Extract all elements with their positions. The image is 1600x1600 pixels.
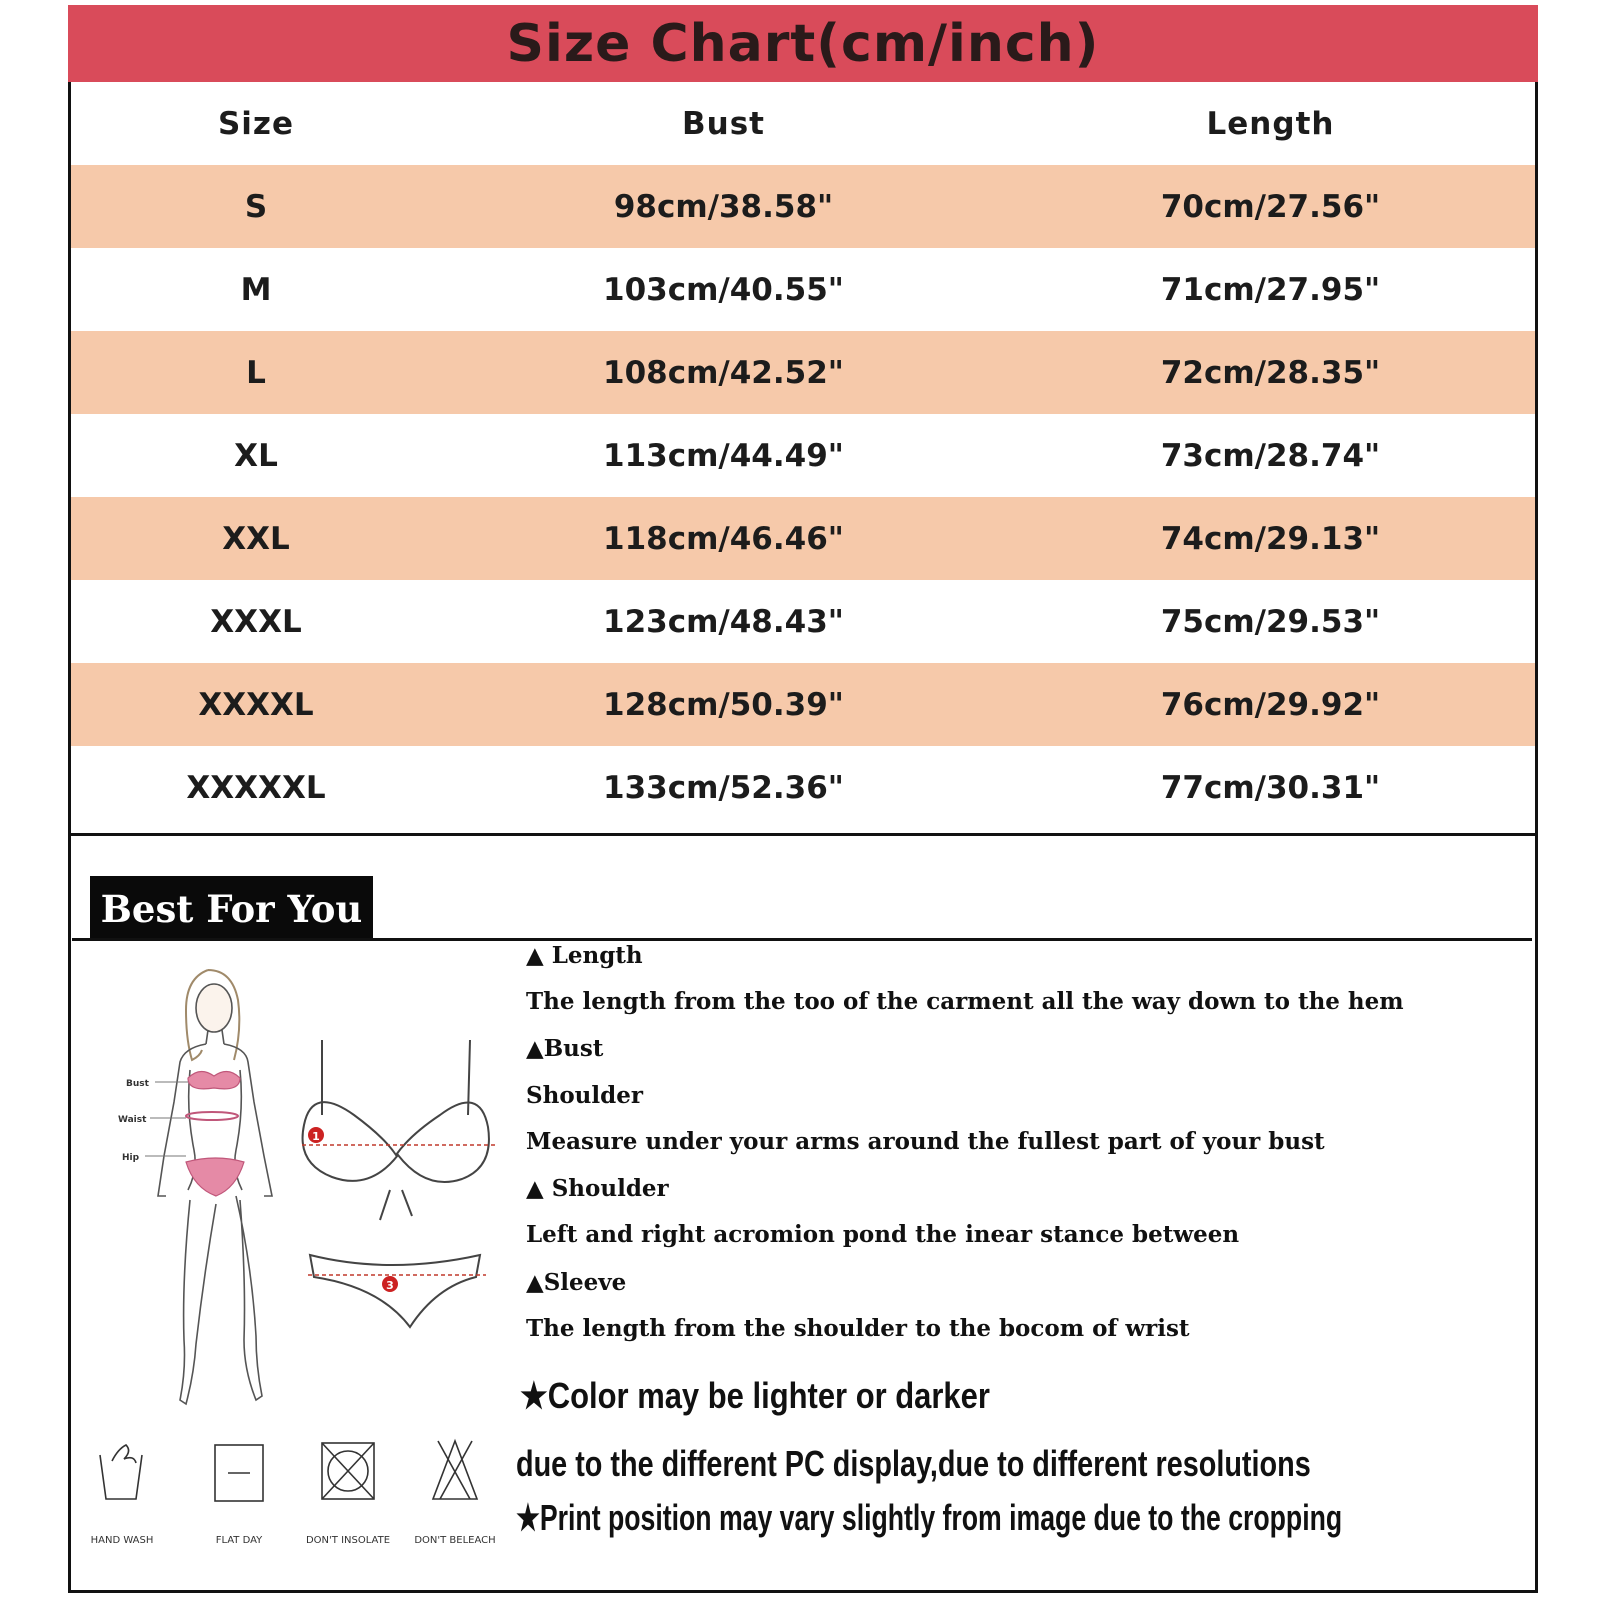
header-bust: Bust <box>682 105 765 142</box>
bra-outline <box>303 1040 489 1220</box>
waist-line <box>186 1112 238 1120</box>
bottom-outline <box>310 1255 480 1327</box>
size-cell: M <box>240 271 272 308</box>
length-cell: 75cm/29.53" <box>1160 603 1381 640</box>
note-bust-heading: ▲Bust <box>526 1035 604 1062</box>
note-sleeve-text: The length from the shoulder to the bocom of wrist <box>526 1315 1190 1342</box>
bust-cell: 118cm/46.46" <box>603 520 844 557</box>
bust-cell: 128cm/50.39" <box>603 686 844 723</box>
bust-cell: 103cm/40.55" <box>603 271 844 308</box>
best-for-you-badge <box>90 876 373 941</box>
note-shoulder-label: Shoulder <box>526 1082 643 1109</box>
size-cell: L <box>246 354 266 391</box>
size-cell: XXXXXL <box>186 769 326 806</box>
length-cell: 73cm/28.74" <box>1160 437 1381 474</box>
table-header-row <box>71 82 1535 165</box>
section-divider <box>68 833 1538 836</box>
dont-insolate-label: DON'T INSOLATE <box>305 1535 391 1546</box>
note-length-heading: ▲ Length <box>526 942 643 969</box>
page-title: Size Chart(cm/inch) <box>506 13 1100 74</box>
waist-label: Waist <box>118 1115 147 1125</box>
badge-label: Best For You <box>100 886 363 931</box>
length-cell: 76cm/29.92" <box>1160 686 1381 723</box>
table-row <box>71 497 1535 580</box>
title-bar <box>68 5 1538 82</box>
length-cell: 74cm/29.13" <box>1160 520 1381 557</box>
table-row <box>71 331 1535 414</box>
do-not-tumble-icon <box>322 1443 374 1499</box>
bust-cell: 123cm/48.43" <box>603 603 844 640</box>
bust-cell: 98cm/38.58" <box>613 188 834 225</box>
table-row <box>71 746 1535 829</box>
disclaimer-color: ★Color may be lighter or darker <box>520 1375 990 1416</box>
table-row <box>71 248 1535 331</box>
size-cell: S <box>244 188 268 225</box>
note-bust-text: Measure under your arms around the fullest part of your bust <box>526 1128 1325 1155</box>
flat-dry-label: FLAT DAY <box>215 1535 263 1546</box>
note-shoulder-text: Left and right acromion pond the inear stance between <box>526 1221 1240 1248</box>
hand-wash-icon <box>100 1445 142 1499</box>
marker-3-label: 3 <box>386 1279 394 1292</box>
length-cell: 77cm/30.31" <box>1160 769 1381 806</box>
bust-label: Bust <box>126 1079 149 1089</box>
table-row <box>71 580 1535 663</box>
bust-cell: 133cm/52.36" <box>603 769 844 806</box>
hand-wash-label: HAND WASH <box>90 1535 154 1546</box>
length-cell: 72cm/28.35" <box>1160 354 1381 391</box>
hip-label: Hip <box>122 1153 140 1163</box>
size-cell: XXXXL <box>198 686 314 723</box>
dont-bleach-label: DON'T BELEACH <box>414 1535 496 1546</box>
length-cell: 71cm/27.95" <box>1160 271 1381 308</box>
table-row <box>71 165 1535 248</box>
header-size: Size <box>217 105 295 142</box>
note-length-text: The length from the too of the carment all the way down to the hem <box>526 988 1404 1015</box>
care-icons <box>90 1435 510 1555</box>
size-cell: XXXL <box>210 603 302 640</box>
marker-1-label: 1 <box>312 1130 320 1143</box>
header-length: Length <box>1206 105 1335 142</box>
table-row <box>71 414 1535 497</box>
size-cell: XXL <box>222 520 290 557</box>
bikini-top-shape <box>188 1071 240 1088</box>
flat-dry-icon <box>215 1445 263 1501</box>
badge-underline <box>72 938 1532 941</box>
note-sleeve-heading: ▲Sleeve <box>526 1269 627 1296</box>
disclaimer-display: due to the different PC display,due to different resolutions <box>516 1443 1311 1484</box>
bust-cell: 108cm/42.52" <box>603 354 844 391</box>
bust-cell: 113cm/44.49" <box>603 437 844 474</box>
do-not-bleach-icon <box>433 1441 477 1499</box>
size-cell: XL <box>234 437 278 474</box>
disclaimer-print: ★Print position may vary slightly from image due to the cropping <box>516 1497 1343 1538</box>
length-cell: 70cm/27.56" <box>1160 188 1381 225</box>
table-row <box>71 663 1535 746</box>
bikini-bottom-shape <box>186 1158 244 1196</box>
measurement-illustration <box>90 950 520 1430</box>
note-shoulder-heading: ▲ Shoulder <box>526 1175 669 1202</box>
size-table <box>71 82 1535 829</box>
